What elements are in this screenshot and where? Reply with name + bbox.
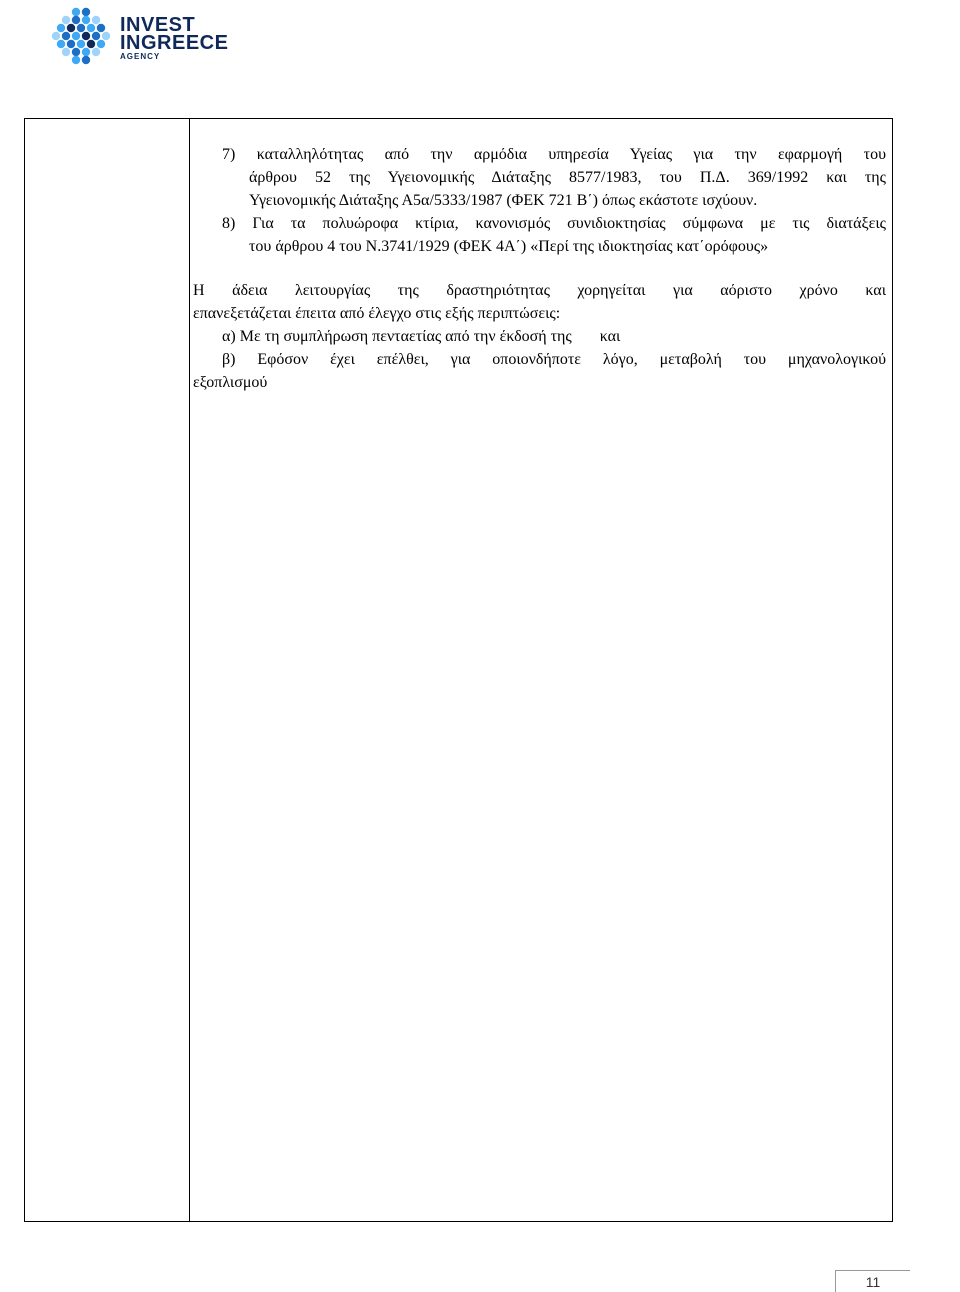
validity-paragraph-line-2: επανεξετάζεται έπειτα από έλεγχο στις εξής περιπτώσεις:	[193, 305, 561, 322]
validity-paragraph-line-1: Η άδεια λειτουργίας της δραστηριότητας χορηγείται για αόριστο χρόνο και	[193, 282, 886, 299]
logo-line-ingreece: INGREECE	[120, 32, 229, 54]
case-b-line-2: εξοπλισμού	[193, 374, 268, 391]
item-8-line-1: 8) Για τα πολυώροφα κτίρια, κανονισμός συνιδιοκτησίας σύμφωνα με τις διατάξεις	[222, 215, 886, 232]
logo-line-invest: INVEST	[120, 14, 196, 36]
logo-line-agency: AGENCY	[120, 52, 161, 61]
item-7-line-2: άρθρου 52 της Υγειονομικής Διάταξης 8577/1983, του Π.Δ. 369/1992 και της	[249, 169, 886, 186]
logo-wordmark	[120, 16, 228, 62]
hexagon-cluster-icon	[48, 6, 118, 66]
page-number: 11	[865, 1274, 881, 1290]
item-7-line-1: 7) καταλληλότητας από την αρμόδια υπηρεσία Υγείας για την εφαρμογή του	[222, 146, 886, 163]
page-number-box	[835, 1270, 910, 1292]
case-b-line-1: β) Εφόσον έχει επέλθει, για οποιονδήποτε λόγο, μεταβολή του μηχανολογικού	[222, 351, 886, 368]
item-7-line-3: Υγειονομικής Διάταξης Α5α/5333/1987 (ΦΕΚ 721 Β΄) όπως εκάστοτε ισχύουν.	[249, 192, 758, 209]
table-column-divider	[189, 119, 190, 1221]
invest-in-greece-logo	[48, 6, 238, 66]
case-a: α) Με τη συμπλήρωση πενταετίας από την έκδοσή της και	[222, 328, 621, 345]
item-8-line-2: του άρθρου 4 του Ν.3741/1929 (ΦΕΚ 4Α΄) «Περί της ιδιοκτησίας κατ΄ορόφους»	[249, 238, 769, 255]
